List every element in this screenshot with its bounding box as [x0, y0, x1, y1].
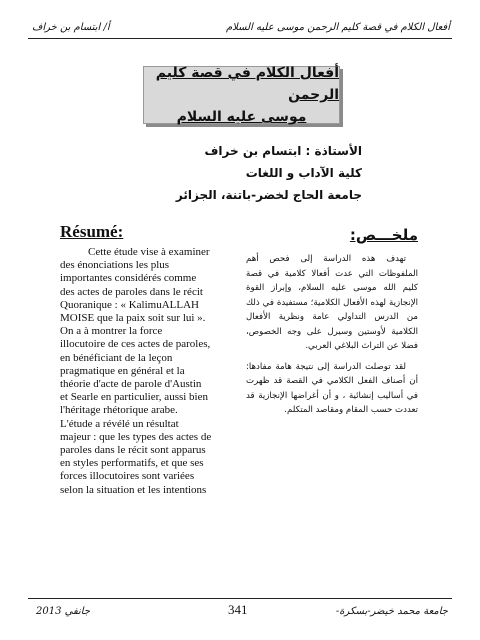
footer-university: جامعة محمد خيضر-بسكرة-: [335, 606, 448, 617]
article-title-line-1: أفعال الكلام في قصة كليم الرحمن: [155, 65, 339, 103]
arabic-abstract-paragraph-2: لقد توصلت الدراسة إلى نتيجة هامة مفادها: أن أصناف الفعل الكلامي في القصة قد ظهرت في أساليب إنشائية ، و أن أغراضها الإنجازية قد تعددت حسب المقام ومقاصد المتكلم.: [246, 361, 418, 415]
author-name: الأستاذة : ابتسام بن خراف: [204, 144, 362, 158]
running-header-author: أ/ ابتسام بن خراف: [32, 22, 110, 33]
resume-heading-text: Résumé: [60, 222, 118, 241]
article-title-line-2: موسى عليه السلام: [176, 109, 307, 125]
article-title-box: [143, 66, 340, 124]
footer-date: جانفي 2013: [36, 606, 91, 617]
arabic-abstract-heading: ملخـــص:: [349, 226, 418, 244]
page-number: 341: [228, 602, 248, 617]
footer-divider: [28, 598, 452, 599]
author-block: [176, 140, 362, 206]
resume-heading-colon: :: [117, 222, 124, 241]
author-faculty: كلية الآداب و اللغات: [245, 166, 362, 180]
resume-heading: [60, 222, 123, 242]
arabic-abstract-body: [246, 252, 418, 424]
resume-text: Cette étude vise à examiner des énonciations les plus importantes considérés comme des actes de paroles dans le récit Quoranique : « KalimuALLAH MOISE que la paix soit sur lui ». On a à montrer la force illocutoire de ces actes de paroles, en bénéficiant de la leçon pragmatique en général et la théorie d'acte de parole d'Austin et Searle en particulier, aussi bien l'héritage rhétorique arabe. L'étude a révélé un résultat majeur : que les types des actes de paroles dans le récit sont apparus en styles performatifs, et que ses forces illocutoires sont variées selon la situation et les intentions: [60, 246, 212, 496]
header-divider: [28, 38, 452, 39]
arabic-abstract-paragraph-1: تهدف هذه الدراسة إلى فحص أهم الملفوظات التي عدت أفعالا كلامية في قصة كليم الله موسى عليه السلام، وإبراز القوة الإنجازية لهذه الأفعال الكلامية؛ مستفيدة في ذلك من الدرس التداولي عامة ونظرية الأفعال الكلامية لأوستين وسيرل على وجه الخصوص، فضلا عن التراث البلاغي العربي.: [246, 254, 418, 351]
running-header-title: أفعال الكلام في قصة كليم الرحمن موسى عليه السلام: [225, 22, 450, 33]
author-university: جامعة الحاج لخضر-باتنة، الجزائر: [175, 188, 362, 202]
resume-body: [60, 246, 234, 497]
